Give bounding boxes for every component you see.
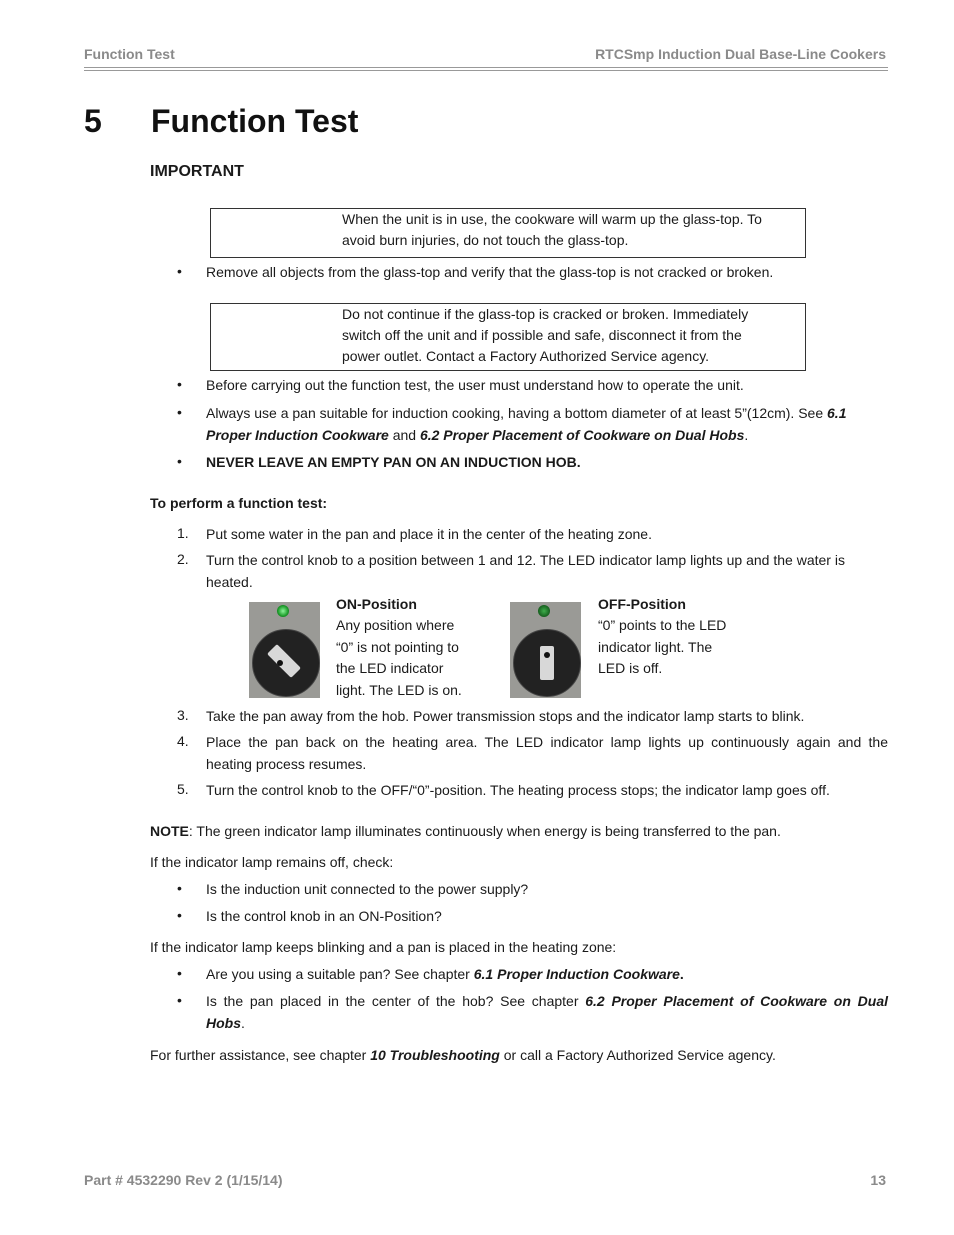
- step-4-number: 4.: [177, 733, 189, 749]
- assist-text: For further assistance, see chapter: [150, 1047, 371, 1063]
- check-off-intro: If the indicator lamp remains off, check:: [150, 854, 394, 870]
- bullet-marker: •: [177, 453, 182, 469]
- check-knob-position: Is the control knob in an ON-Position?: [206, 908, 442, 924]
- caution-2-line-3: power outlet. Contact a Factory Authorized Service agency.: [342, 348, 710, 364]
- and-text: and: [388, 427, 420, 443]
- chapter-title: [84, 103, 358, 140]
- led-indicator-off: [538, 605, 550, 617]
- running-header-right: RTCSmp Induction Dual Base-Line Cookers: [595, 46, 886, 62]
- ref-6-2-link-cont[interactable]: Hobs: [206, 1015, 241, 1031]
- step-3-text: Take the pan away from the hob. Power transmission stops and the indicator lamp starts to blink.: [206, 708, 805, 724]
- bullet-marker: •: [177, 376, 182, 392]
- control-knob-dial: [513, 629, 581, 697]
- caution-box-2: [210, 303, 806, 371]
- on-position-line-2: “0” is not pointing to: [336, 639, 459, 655]
- bullet-remove-objects: Remove all objects from the glass-top and verify that the glass-top is not cracked or broken.: [206, 264, 774, 280]
- ref-6-1-link[interactable]: Proper Induction Cookware: [206, 427, 389, 443]
- step-1-number: 1.: [177, 525, 189, 541]
- led-indicator-lit: [277, 605, 289, 617]
- ref-6-1-number[interactable]: 6.1: [827, 405, 847, 421]
- page-number: 13: [870, 1172, 886, 1188]
- on-position-title: ON-Position: [336, 596, 417, 612]
- bullet-marker: •: [177, 404, 182, 420]
- bullet-marker: •: [177, 965, 182, 981]
- step-2-line-1: Turn the control knob to a position between 1 and 12. The LED indicator lamp lights up and the water is: [206, 552, 845, 568]
- off-position-title: OFF-Position: [598, 596, 686, 612]
- note-label: NOTE: [150, 823, 189, 839]
- footer-part-number: Part # 4532290 Rev 2 (1/15/14): [84, 1172, 283, 1188]
- on-position-line-1: Any position where: [336, 617, 455, 633]
- step-5-number: 5.: [177, 781, 189, 797]
- bullet-marker: •: [177, 880, 182, 896]
- period: .: [744, 427, 749, 443]
- step-5-text: Turn the control knob to the OFF/“0”-position. The heating process stops; the indicator lamp goes off.: [206, 782, 830, 798]
- step-4-line-2: heating process resumes.: [206, 756, 367, 772]
- bullet-marker: •: [177, 907, 182, 923]
- knob-on-photo: [249, 602, 320, 698]
- step-4-line-1: Place the pan back on the heating area. The LED indicator lamp lights up continuously again and the: [206, 734, 888, 750]
- on-position-line-4: light. The LED is on.: [336, 682, 462, 698]
- further-assistance: [150, 1044, 776, 1066]
- chapter-title-text: Function Test: [151, 103, 359, 139]
- control-knob-dial: [252, 629, 320, 697]
- check-blink-intro: If the indicator lamp keeps blinking and a pan is placed in the heating zone:: [150, 939, 617, 955]
- step-3-number: 3.: [177, 707, 189, 723]
- check-power-supply: Is the induction unit connected to the power supply?: [206, 881, 529, 897]
- bullet-suitable-pan: [206, 402, 888, 446]
- assist-end: or call a Factory Authorized Service agency.: [499, 1047, 776, 1063]
- note-paragraph: [150, 820, 781, 842]
- blink-pan-centered-line-2: [206, 1012, 245, 1034]
- on-position-line-3: the LED indicator: [336, 660, 444, 676]
- knob-pointer-dot: [277, 660, 283, 666]
- ref-6-1-link[interactable]: 6.1 Proper Induction Cookware: [473, 966, 680, 982]
- period: .: [241, 1015, 245, 1031]
- note-text: : The green indicator lamp illuminates continuously when energy is being transferred to the pan.: [188, 823, 781, 839]
- caution-1-line-1: When the unit is in use, the cookware will warm up the glass-top. To: [342, 211, 762, 227]
- knob-pointer-dot: [544, 652, 550, 658]
- blink-2-text: Is the pan placed in the center of the hob? See chapter: [206, 993, 586, 1009]
- caution-2-line-1: Do not continue if the glass-top is cracked or broken. Immediately: [342, 306, 749, 322]
- period: .: [679, 966, 684, 982]
- step-2-number: 2.: [177, 551, 189, 567]
- chapter-number: 5: [84, 103, 102, 139]
- bullet-suitable-pan-text: Always use a pan suitable for induction cooking, having a bottom diameter of at least 5”(12cm). See: [206, 405, 828, 421]
- step-2-line-2: heated.: [206, 574, 253, 590]
- step-1-text: Put some water in the pan and place it in the center of the heating zone.: [206, 526, 652, 542]
- ref-6-2-link[interactable]: 6.2 Proper Placement of Cookware on Dual Hobs: [419, 427, 745, 443]
- off-position-line-1: “0” points to the LED: [598, 617, 727, 633]
- caution-box-1: [210, 208, 806, 258]
- off-position-line-2: indicator light. The: [598, 639, 713, 655]
- knob-off-photo: [510, 602, 581, 698]
- bullet-never-empty-pan: NEVER LEAVE AN EMPTY PAN ON AN INDUCTION HOB.: [206, 454, 581, 470]
- knob-grip: [267, 644, 301, 678]
- header-rule: [84, 67, 888, 68]
- blink-pan-centered-line-1: [206, 990, 888, 1012]
- bullet-marker: •: [177, 263, 182, 279]
- bullet-marker: •: [177, 992, 182, 1008]
- caution-1-line-2: avoid burn injuries, do not touch the glass-top.: [342, 232, 629, 248]
- caution-2-line-2: switch off the unit and if possible and safe, disconnect it from the: [342, 327, 742, 343]
- ref-10-troubleshooting-link[interactable]: 10 Troubleshooting: [370, 1047, 500, 1063]
- blink-suitable-pan: [206, 963, 684, 985]
- blink-1-text: Are you using a suitable pan? See chapter: [206, 966, 474, 982]
- running-header-left: Function Test: [84, 46, 175, 62]
- bullet-understand-operation: Before carrying out the function test, the user must understand how to operate the unit.: [206, 377, 744, 393]
- important-heading: IMPORTANT: [150, 163, 244, 180]
- header-rule-2: [84, 70, 888, 71]
- off-position-line-3: LED is off.: [598, 660, 663, 676]
- procedure-heading: To perform a function test:: [150, 495, 328, 511]
- ref-6-2-link[interactable]: 6.2 Proper Placement of Cookware on Dual: [585, 993, 888, 1009]
